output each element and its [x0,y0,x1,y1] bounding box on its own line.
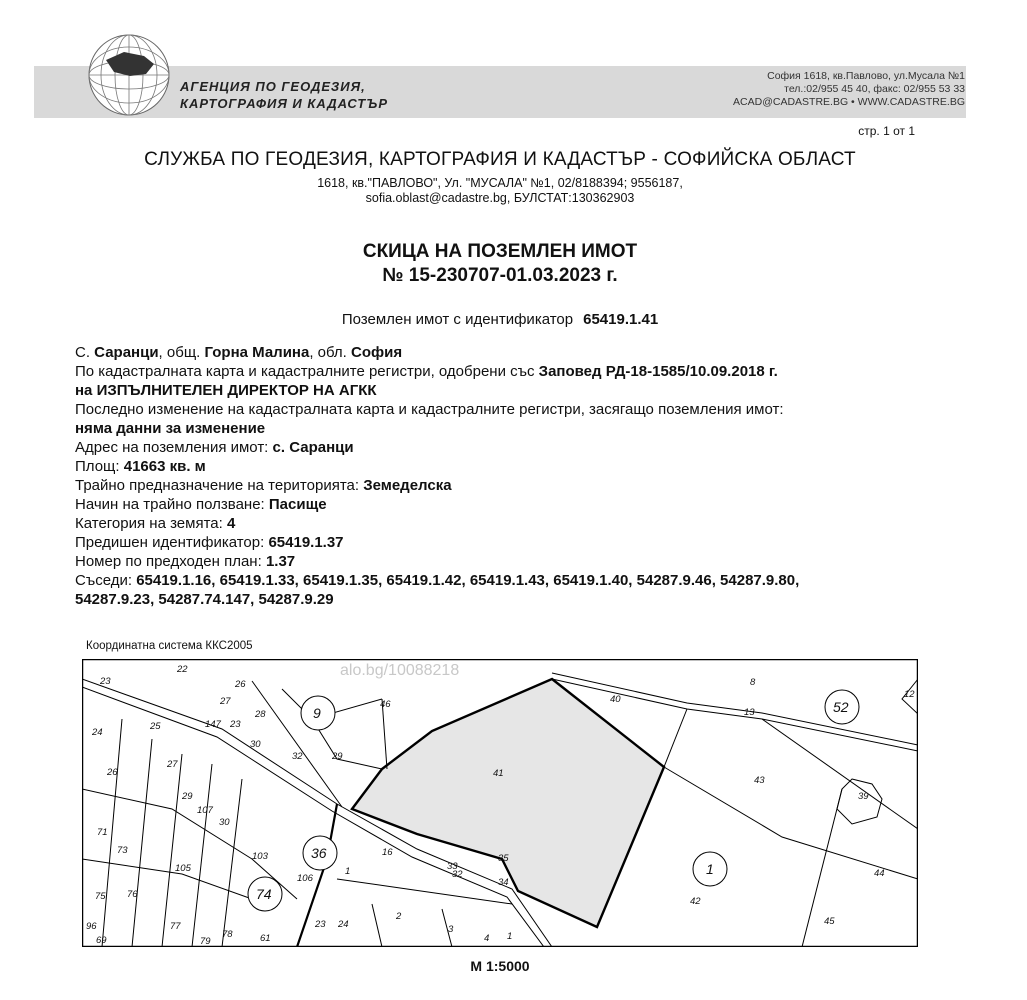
order-row [75,362,799,381]
purpose-row [75,476,799,495]
parcel-label: 3 [448,924,454,935]
block-circle-label: 9 [313,705,321,721]
parcel-label: 40 [610,694,621,705]
address-value: с. Саранци [272,439,354,456]
area-row [75,457,799,476]
parcel-label: 39 [858,791,869,802]
agency-web: ACAD@CADASTRE.BG • WWW.CADASTRE.BG [733,96,965,108]
last-change-row [75,419,799,438]
parcel-label: 41 [493,768,504,779]
parcel-label: 76 [127,889,138,900]
watermark: alo.bg/10088218 [340,662,460,679]
parcel-label: 147 [205,719,221,730]
category-row [75,514,799,533]
last-change-label: Последно изменение на кадастралната карта и кадастралните регистри, засягащо поземления имот: [75,401,784,418]
parcel-label: 24 [92,727,103,738]
municipality-label: , общ. [158,344,205,361]
parcel-label: 24 [338,919,349,930]
parcel-label: 44 [874,868,885,879]
parcel-label: 1 [507,931,513,942]
parcel-label: 75 [95,891,106,902]
agency-name-line2: КАРТОГРАФИЯ И КАДАСТЪР [180,96,388,111]
office-address [0,176,1000,206]
parcel-label: 22 [177,664,188,675]
coordinate-system: Координатна система ККС2005 [86,640,253,652]
address-row [75,438,799,457]
neighbors-value-2: 54287.9.23, 54287.74.147, 54287.9.29 [75,591,334,608]
location-row [75,343,799,362]
cadastral-map [82,659,918,947]
neighbors-row-2 [75,590,799,609]
parcel-label: 106 [297,873,313,884]
parcel-label: 26 [235,679,246,690]
usage-row [75,495,799,514]
purpose-value: Земеделска [363,477,452,494]
agency-name-line1: АГЕНЦИЯ ПО ГЕОДЕЗИЯ, [180,79,366,94]
neighbors-row [75,571,799,590]
usage-value: Пасище [268,496,327,513]
parcel-label: 30 [219,817,230,828]
parcel-label: 4 [484,933,490,944]
identifier-value: 65419.1.41 [583,311,659,328]
block-circle-label: 1 [706,861,714,877]
parcel-label: 25 [150,721,161,732]
neighbors-value-1: 65419.1.16, 65419.1.33, 65419.1.35, 65419.1.42, 65419.1.43, 65419.1.40, 54287.9.46, 54287.9.80, [136,572,800,589]
parcel-label: 1 [345,866,351,877]
prev-plan-label: Номер по предходен план: [75,553,266,570]
parcel-label: 107 [197,805,213,816]
parcel-label: 96 [86,921,97,932]
parcel-label: 23 [100,676,111,687]
agency-name [180,78,388,112]
parcel-label: 23 [315,919,326,930]
parcel-label: 26 [107,767,118,778]
usage-label: Начин на трайно ползване: [75,496,269,513]
prev-id-label: Предишен идентификатор: [75,534,269,551]
address-label: Адрес на поземления имот: [75,439,273,456]
prev-id-row [75,533,799,552]
parcel-label: 2 [396,911,402,922]
category-value: 4 [226,515,236,532]
document-number: № 15-230707-01.03.2023 г. [382,265,618,286]
parcel-label: 35 [498,853,509,864]
region-value: София [351,344,403,361]
document-title-text: СКИЦА НА ПОЗЕМЛЕН ИМОТ [362,241,638,262]
area-label: Площ: [75,458,124,475]
parcel-label: 105 [175,863,191,874]
parcel-label: 13 [744,707,755,718]
parcel-label: 32 [452,869,463,880]
document-title [0,240,1000,288]
block-circle-label: 36 [311,845,327,861]
parcel-label: 30 [250,739,261,750]
parcel-label: 42 [690,896,701,907]
municipality-value: Горна Малина [204,344,310,361]
parcel-label: 77 [170,921,181,932]
parcel-label: 103 [252,851,268,862]
parcel-label: 27 [220,696,231,707]
region-label: , обл. [309,344,352,361]
prev-plan-value: 1.37 [265,553,296,570]
page-number: стр. 1 от 1 [858,124,915,138]
parcel-label: 61 [260,933,271,944]
parcel-label: 71 [97,827,108,838]
parcel-label: 69 [96,935,107,946]
parcel-label: 43 [754,775,765,786]
neighbors-label: Съседи: [75,572,137,589]
prev-plan-row [75,552,799,571]
parcel-label: 34 [498,877,509,888]
order-by-value: на ИЗПЪЛНИТЕЛЕН ДИРЕКТОР НА АГКК [75,382,377,399]
last-change-value: няма данни за изменение [75,420,266,437]
parcel-label: 23 [230,719,241,730]
parcel-label: 8 [750,677,756,688]
agency-globe-logo [84,30,174,120]
location-prefix: С. [75,344,95,361]
block-circle-label: 74 [256,886,272,902]
parcel-label: 28 [255,709,266,720]
property-details [75,343,799,609]
village-value: Саранци [94,344,159,361]
identifier-label: Поземлен имот с идентификатор [341,311,574,328]
parcel-label: 78 [222,929,233,940]
office-address-line1: 1618, кв."ПАВЛОВО", Ул. "МУСАЛА" №1, 02/8188394; 9556187, [317,176,683,190]
office-address-line2: sofia.oblast@cadastre.bg, БУЛСТАТ:130362903 [365,191,635,205]
parcel-label: 29 [182,791,193,802]
parcel-label: 73 [117,845,128,856]
order-value: Заповед РД-18-1585/10.09.2018 г. [538,363,778,380]
parcel-label: 27 [167,759,178,770]
parcel-label: 33 [447,861,458,872]
order-label: По кадастралната карта и кадастралните регистри, одобрени със [75,363,539,380]
cadastral-map-svg [82,659,918,947]
parcel-label: 79 [200,936,211,947]
office-name: СЛУЖБА ПО ГЕОДЕЗИЯ, КАРТОГРАФИЯ И КАДАСТЪР - СОФИЙСКА ОБЛАСТ [144,149,856,170]
agency-phone: тел.:02/955 45 40, факс: 02/955 53 33 [784,83,965,95]
category-label: Категория на земята: [75,515,227,532]
identifier-line [0,311,1000,328]
purpose-label: Трайно предназначение на територията: [75,477,364,494]
parcel-label: 12 [904,689,915,700]
agency-contact [733,70,965,109]
parcel-label: 16 [382,847,393,858]
block-circle-label: 52 [833,699,849,715]
agency-address: София 1618, кв.Павлово, ул.Мусала №1 [767,70,965,82]
area-value: 41663 кв. м [123,458,206,475]
parcel-label: 32 [292,751,303,762]
prev-id-value: 65419.1.37 [268,534,344,551]
parcel-label: 29 [332,751,343,762]
parcel-label: 45 [824,916,835,927]
parcel-label: 46 [380,699,391,710]
map-scale: М 1:5000 [470,958,530,974]
order-by-row [75,381,799,400]
